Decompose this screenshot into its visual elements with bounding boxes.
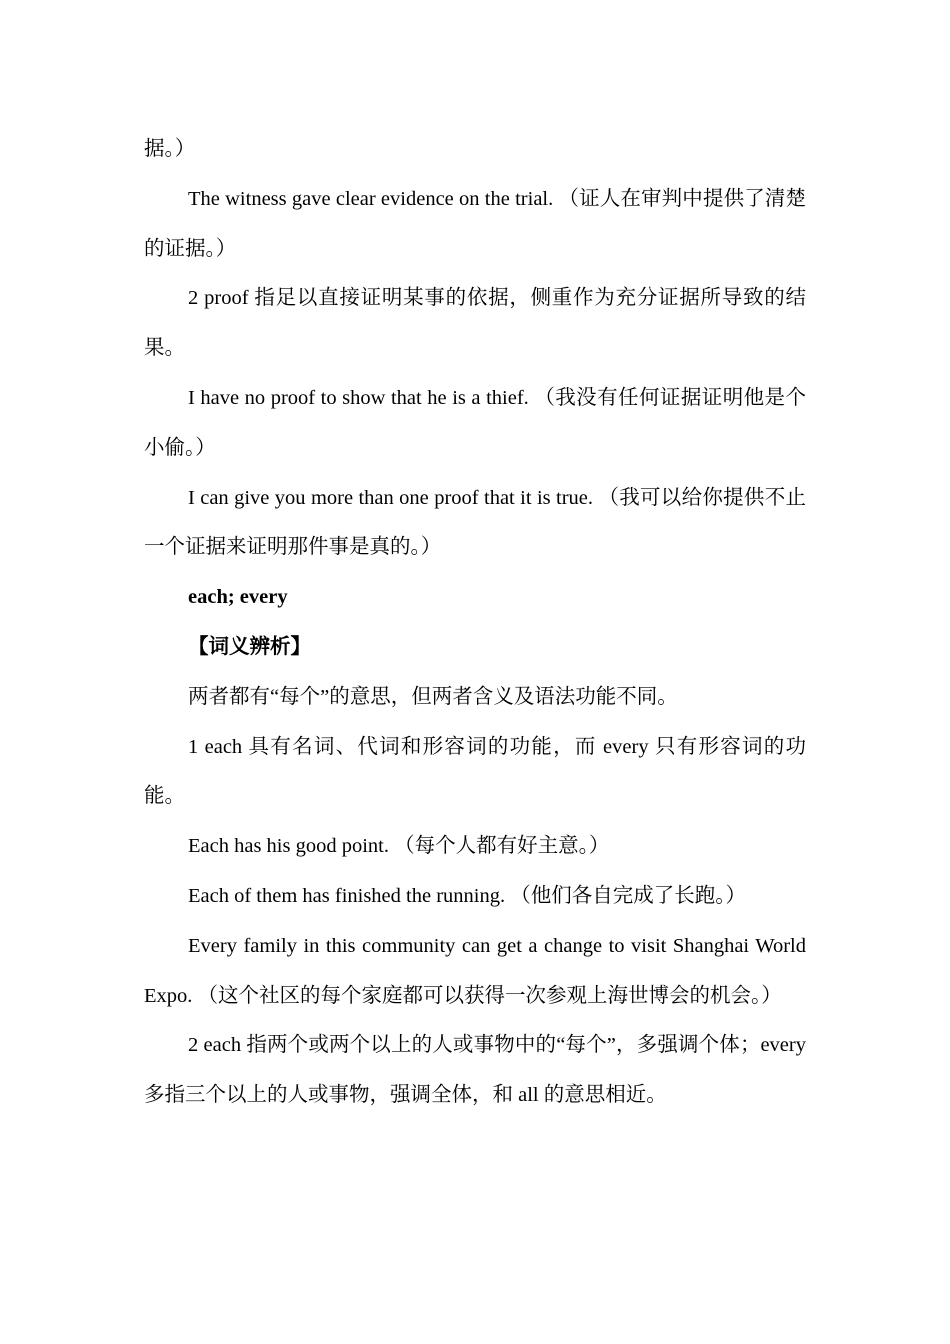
section-heading: each; every bbox=[188, 586, 288, 609]
subsection-heading: 【词义辨析】 bbox=[188, 635, 311, 658]
definition-paragraph: 两者都有“每个”的意思，但两者含义及语法功能不同。 bbox=[188, 685, 678, 708]
example-sentence: Each has his good point. （每个人都有好主意。） bbox=[188, 835, 610, 858]
paragraph-continuation: 据。） bbox=[144, 138, 196, 160]
example-sentence: I have no proof to show that he is a thief. （我没有任何证据证明他是个小偷。） bbox=[144, 386, 806, 459]
definition-paragraph: 1 each 具有名词、代词和形容词的功能，而 every 只有形容词的功能。 bbox=[144, 735, 806, 808]
example-sentence: I can give you more than one proof that it is true. （我可以给你提供不止一个证据来证明那件事是真的。） bbox=[144, 486, 806, 559]
definition-paragraph: 2 each 指两个或两个以上的人或事物中的“每个”，多强调个体；every 多指三个以上的人或事物，强调全体，和 all 的意思相近。 bbox=[144, 1034, 806, 1107]
definition-paragraph: 2 proof 指足以直接证明某事的依据，侧重作为充分证据所导致的结果。 bbox=[144, 287, 806, 360]
example-sentence: Each of them has finished the running. （他们各自完成了长跑。） bbox=[188, 884, 746, 907]
document-body bbox=[144, 125, 806, 1121]
example-sentence: Every family in this community can get a change to visit Shanghai World Expo. （这个社区的每个家庭都可以获得一次参观上海世博会的机会。） bbox=[144, 934, 806, 1007]
example-sentence: The witness gave clear evidence on the trial. （证人在审判中提供了清楚的证据。） bbox=[144, 187, 806, 260]
